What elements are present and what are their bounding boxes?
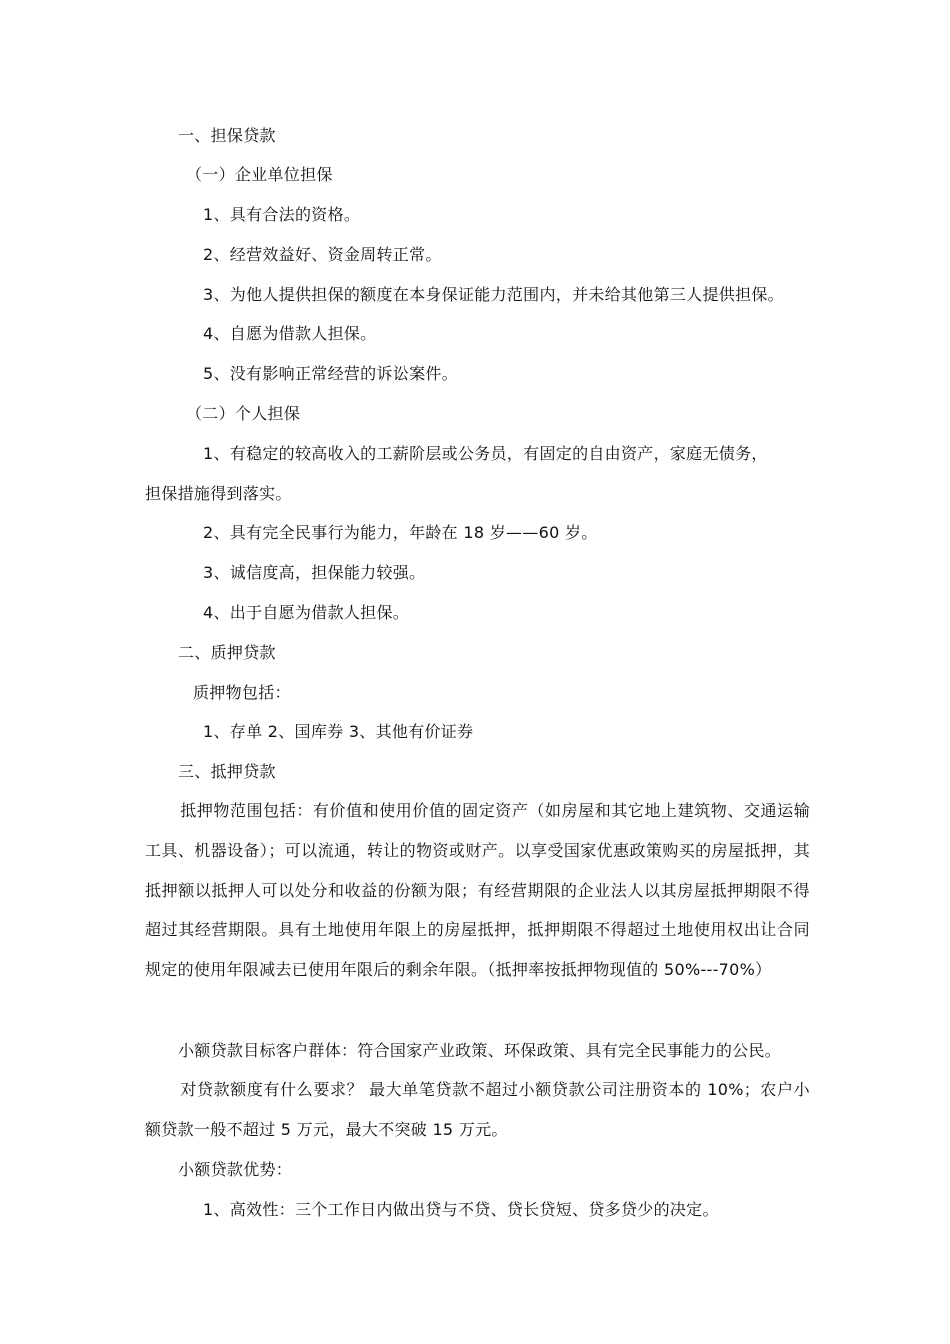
target-customers: 小额贷款目标客户群体：符合国家产业政策、环保政策、具有完全民事能力的公民。 — [178, 1041, 782, 1060]
pledge-items: 1、存单 2、国库券 3、其他有价证券 — [203, 722, 474, 741]
list-item: 3、诚信度高，担保能力较强。 — [203, 563, 426, 582]
loan-limit-text: 对贷款额度有什么要求？ 最大单笔贷款不超过小额贷款公司注册资本的 10%；农户小额贷款一般不超过 5 万元，最大不突破 15 万元。 — [145, 1080, 810, 1139]
mortgage-paragraph — [145, 791, 810, 990]
list-item: 2、经营效益好、资金周转正常。 — [203, 245, 442, 264]
mortgage-paragraph-text: 抵押物范围包括：有价值和使用价值的固定资产（如房屋和其它地上建筑物、交通运输工具、机器设备）；可以流通，转让的物资或财产。以享受国家优惠政策购买的房屋抵押，其抵押额以抵押人可以处分和收益的份额为限；有经营期限的企业法人以其房屋抵押期限不得超过其经营期限。具有土地使用年限上的房屋抵押，抵押期限不得超过土地使用权出让合同规定的使用年限减去已使用年限后的剩余年限。（抵押率按抵押物现值的 50%---70%） — [145, 801, 810, 980]
list-item: 1、有稳定的较高收入的工薪阶层或公务员，有固定的自由资产，家庭无债务， — [203, 444, 768, 463]
list-item-continuation: 担保措施得到落实。 — [145, 484, 292, 503]
section-heading-guarantee-loan: 一、担保贷款 — [178, 126, 276, 145]
list-item: 1、具有合法的资格。 — [203, 205, 361, 224]
section-heading-pledge-loan: 二、质押贷款 — [178, 643, 276, 662]
pledge-intro: 质押物包括： — [193, 683, 291, 702]
list-item: 5、没有影响正常经营的诉讼案件。 — [203, 364, 458, 383]
subheading-enterprise-guarantee: （一）企业单位担保 — [186, 165, 333, 184]
list-item: 1、高效性：三个工作日内做出贷与不贷、贷长贷短、贷多贷少的决定。 — [203, 1200, 719, 1219]
subheading-personal-guarantee: （二）个人担保 — [186, 404, 301, 423]
list-item: 2、具有完全民事行为能力，年龄在 18 岁——60 岁。 — [203, 523, 598, 542]
list-item: 4、出于自愿为借款人担保。 — [203, 603, 410, 622]
advantages-heading: 小额贷款优势： — [178, 1160, 293, 1179]
list-item: 4、自愿为借款人担保。 — [203, 324, 377, 343]
section-heading-mortgage-loan: 三、抵押贷款 — [178, 762, 276, 781]
loan-limit-paragraph — [145, 1070, 810, 1150]
list-item: 3、为他人提供担保的额度在本身保证能力范围内，并未给其他第三人提供担保。 — [203, 285, 784, 304]
